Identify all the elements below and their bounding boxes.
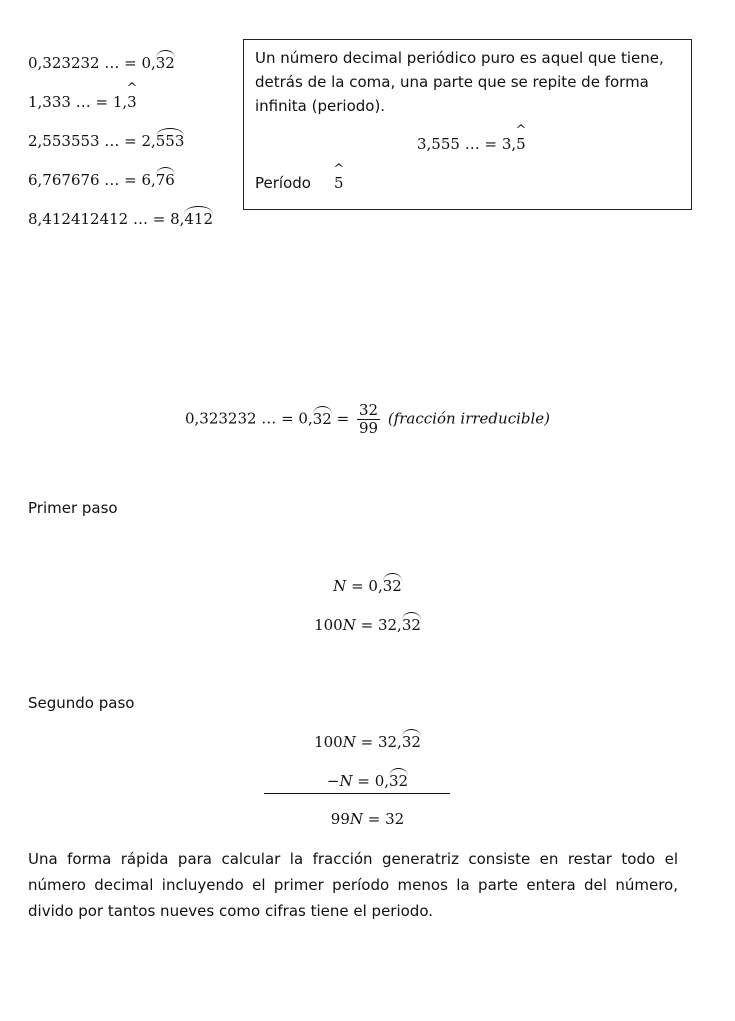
step2-eq1-mid: = 32, bbox=[355, 733, 402, 751]
var-n: N bbox=[342, 733, 356, 751]
step2-eq2-mid: = 0, bbox=[352, 772, 390, 790]
example-expanded: 1,333 … = 1, bbox=[28, 93, 128, 111]
main-equation-note: (fracción irreducible) bbox=[387, 409, 551, 428]
definition-example bbox=[417, 135, 526, 153]
period-symbol-digit: ^ 5 bbox=[334, 174, 344, 192]
main-equation-equals: = bbox=[336, 409, 350, 428]
subtraction-line bbox=[264, 793, 450, 794]
example-expanded: 0,323232 … = 0, bbox=[28, 54, 156, 72]
var-n: N bbox=[333, 577, 347, 595]
step1-eq1-mid: = 0, bbox=[346, 577, 383, 595]
step1-eq2-coef: 100 bbox=[314, 616, 343, 634]
step2-eq1-period: 32 bbox=[401, 733, 421, 751]
definition-text: Un número decimal periódico puro es aquel que tiene, detrás de la coma, una parte que se repite de forma infinita (periodo). bbox=[255, 49, 664, 115]
example-4 bbox=[28, 171, 175, 189]
period-label: Período bbox=[255, 174, 311, 192]
example-1 bbox=[28, 54, 175, 72]
fraction bbox=[357, 402, 380, 437]
definition-example-period: ^ 5 bbox=[516, 135, 526, 153]
step2-result bbox=[0, 810, 735, 828]
step1-eq2 bbox=[0, 616, 735, 634]
example-expanded: 2,553553 … = 2, bbox=[28, 132, 156, 150]
example-expanded: 6,767676 … = 6, bbox=[28, 171, 156, 189]
step1-eq1 bbox=[0, 577, 735, 595]
fraction-denominator: 99 bbox=[358, 419, 379, 437]
period-symbol bbox=[334, 174, 344, 192]
example-period: 553 bbox=[155, 132, 185, 150]
var-n: N bbox=[349, 810, 363, 828]
var-n: N bbox=[342, 616, 356, 634]
step2-eq1-coef: 100 bbox=[314, 733, 343, 751]
example-period: 76 bbox=[155, 171, 175, 189]
step2-eq2-period: 32 bbox=[389, 772, 409, 790]
step2-title: Segundo paso bbox=[28, 694, 135, 712]
var-n: N bbox=[339, 772, 353, 790]
step1-eq2-mid: = 32, bbox=[355, 616, 402, 634]
explanation-paragraph: Una forma rápida para calcular la fracción generatriz consiste en restar todo el número decimal incluyendo el primer período menos la parte entera del número, divido por tantos nueves como cifras tiene el periodo. bbox=[28, 850, 678, 920]
step2-result-coef: 99 bbox=[330, 810, 350, 828]
main-equation-period: 32 bbox=[312, 409, 332, 428]
example-5 bbox=[28, 210, 213, 228]
definition-example-left: 3,555 … = 3, bbox=[417, 135, 517, 153]
definition-box bbox=[243, 39, 692, 210]
step2-result-rest: = 32 bbox=[363, 810, 405, 828]
example-2 bbox=[28, 93, 137, 111]
step1-eq1-period: 32 bbox=[382, 577, 402, 595]
minus-sign: − bbox=[326, 772, 340, 790]
example-period: 412 bbox=[184, 210, 214, 228]
example-period: 32 bbox=[155, 54, 175, 72]
example-period: ^ 3 bbox=[127, 93, 137, 111]
step1-eq2-period: 32 bbox=[401, 616, 421, 634]
fraction-numerator: 32 bbox=[358, 401, 379, 419]
main-equation-left: 0,323232 … = 0, bbox=[184, 409, 313, 428]
example-3 bbox=[28, 132, 184, 150]
step1-title: Primer paso bbox=[28, 499, 118, 517]
step2-eq2 bbox=[0, 772, 735, 790]
main-equation bbox=[0, 402, 735, 437]
example-expanded: 8,412412412 … = 8, bbox=[28, 210, 185, 228]
step2-eq1 bbox=[0, 733, 735, 751]
